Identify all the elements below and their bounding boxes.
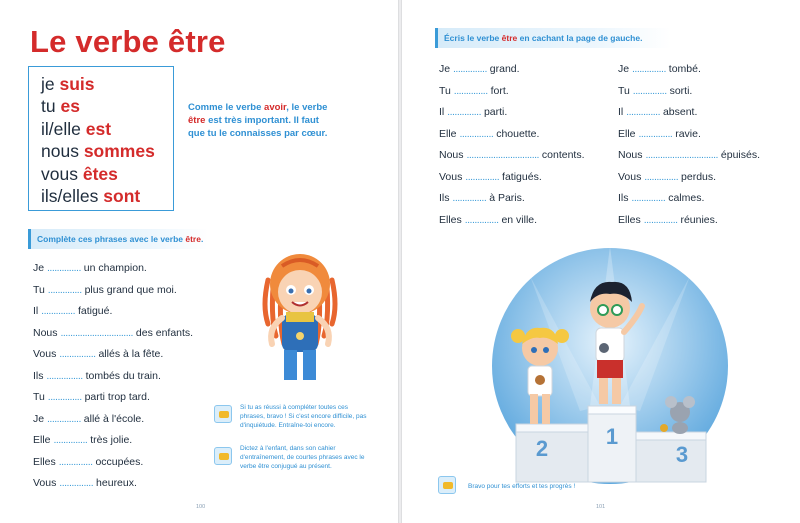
exercise-instruction: Complète ces phrases avec le verbe être.: [28, 229, 208, 249]
exercise-item: Vous .............. heureux.: [33, 477, 137, 489]
exercise-item: Tu .............. fort.: [439, 84, 509, 97]
exercise-item: Tu .............. parti trop tard.: [33, 391, 150, 403]
exercise-item: Vous ............... allés à la fête.: [33, 348, 164, 360]
tip-text: Dictez à l'enfant, dans son cahier d'entraînement, de courtes phrases avec le verbe être conjugué au présent.: [240, 445, 365, 470]
exercise-item: Ils .............. à Paris.: [439, 192, 525, 204]
exercise-item: Je .............. allé à l'école.: [33, 412, 145, 425]
info-note: Comme le verbe avoir, le verbe être est très important. Il faut que tu le connaisses par cœur.: [188, 102, 328, 140]
exercise-item: Vous .............. fatigués.: [439, 170, 542, 183]
exercise-item: Tu .............. plus grand que moi.: [33, 283, 177, 296]
exercise-item: Nous .............................. contents.: [439, 149, 585, 161]
exercise-item: Je .............. grand.: [439, 63, 520, 75]
podium-illustration: [490, 246, 730, 486]
conjugation-line: tu es: [41, 96, 80, 117]
exercise-column: [439, 59, 585, 231]
lightbulb-icon: [214, 447, 232, 465]
podium-number: 2: [535, 436, 549, 461]
exercise-item: Elle .............. ravie.: [618, 127, 701, 140]
left-page: [0, 0, 398, 523]
exercise-item: Il .............. absent.: [618, 106, 698, 118]
exercise-item: Nous .............................. épuisés.: [618, 149, 760, 161]
exercise-item: Ils ............... tombés du train.: [33, 369, 161, 382]
exercise-item: Elle .............. chouette.: [439, 127, 540, 140]
conjugation-line: il/elle est: [41, 118, 112, 139]
thumbs-up-icon: [214, 405, 232, 423]
exercise-item: Elles .............. réunies.: [618, 213, 718, 226]
page-number: 100: [196, 504, 206, 510]
page-number: 101: [596, 504, 606, 510]
exercise-item: Nous .............................. des enfants.: [33, 326, 194, 339]
tip-text: Si tu as réussi à compléter toutes ces phrases, bravo ! Si c'est encore difficile, pas d'inquiétude. Entraîne-toi encore.: [240, 404, 367, 429]
exercise-item: Il .............. fatigué.: [33, 305, 113, 317]
exercise-item: Tu .............. sorti.: [618, 84, 693, 97]
conjugation-line: vous êtes: [41, 163, 118, 184]
exercise-item: Je .............. un champion.: [33, 262, 147, 274]
exercise-instruction: Écris le verbe être en cachant la page de gauche.: [435, 28, 671, 48]
exercise-item: Ils .............. calmes.: [618, 192, 705, 204]
tip-text: Bravo pour tes efforts et tes progrès !: [468, 483, 576, 490]
conjugation-box: [28, 66, 174, 211]
exercise-list: [33, 258, 193, 495]
exercise-item: Elle .............. très jolie.: [33, 434, 133, 446]
thumbs-up-icon: [438, 476, 456, 494]
conjugation-line: je suis: [41, 74, 95, 94]
podium-number: 1: [605, 424, 619, 449]
exercise-item: Vous .............. perdus.: [618, 170, 717, 183]
conjugation-line: ils/elles sont: [41, 186, 141, 207]
right-page: [402, 0, 800, 523]
conjugation-line: nous sommes: [41, 141, 155, 162]
podium-number: 3: [675, 442, 689, 467]
exercise-item: Il .............. parti.: [439, 106, 508, 118]
exercise-item: Je .............. tombé.: [618, 63, 701, 75]
page-title: Le verbe être: [30, 24, 226, 59]
girl-illustration: [252, 236, 348, 386]
exercise-column: [618, 59, 760, 231]
exercise-item: Elles .............. occupées.: [33, 455, 144, 468]
exercise-item: Elles .............. en ville.: [439, 213, 538, 226]
